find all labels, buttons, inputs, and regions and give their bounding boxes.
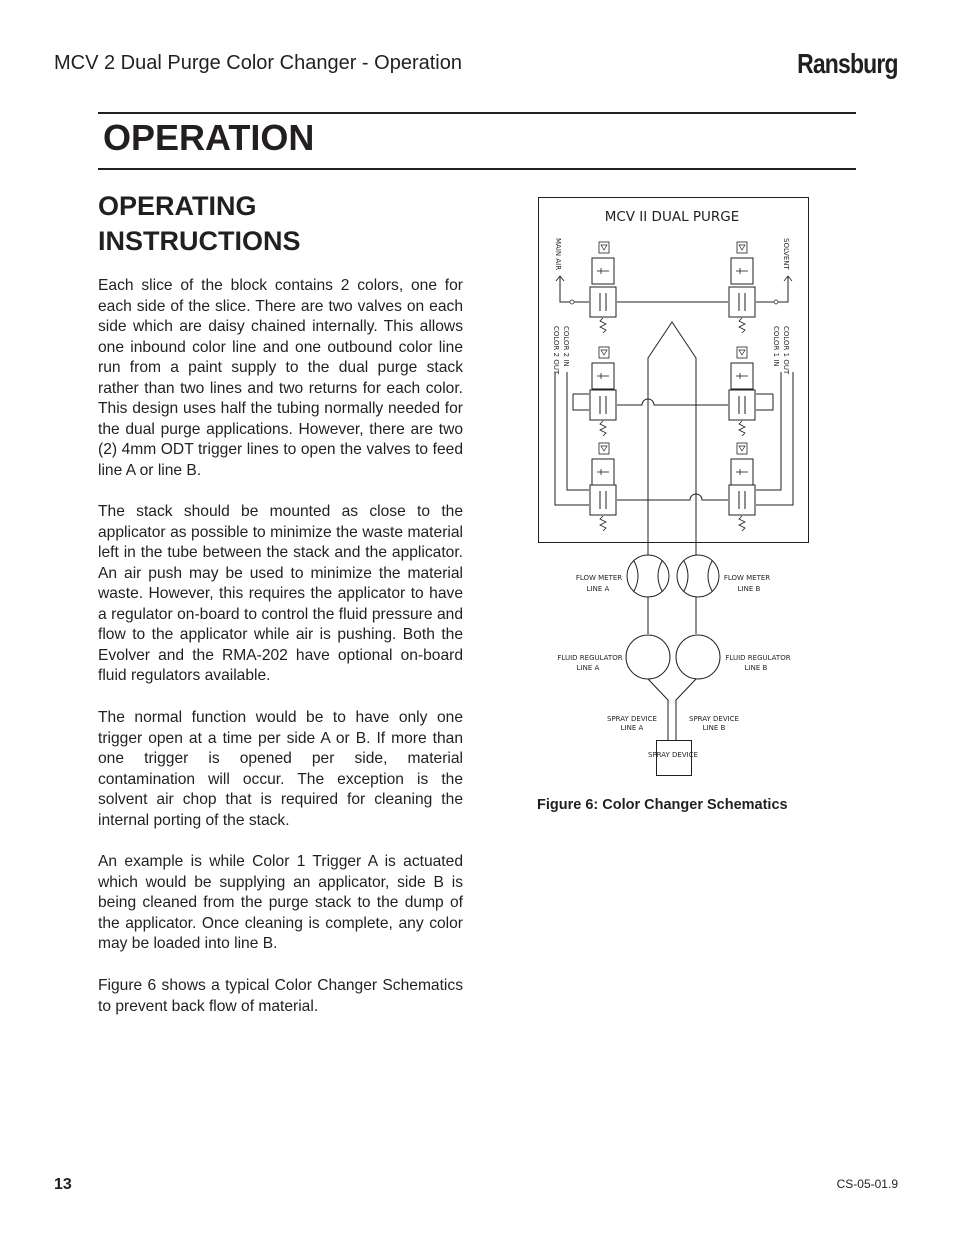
top-rule: [98, 112, 856, 114]
figure-caption: Figure 6: Color Changer Schematics: [537, 797, 788, 813]
flow-meters: [627, 555, 719, 597]
page-number: 13: [54, 1176, 72, 1193]
schematic-title: MCV II DUAL PURGE: [604, 209, 740, 225]
section-rule: [98, 168, 856, 170]
label-flow-meter-b: FLOW METER: [723, 574, 771, 582]
label-fluid-regulator-a: FLUID REGULATOR: [557, 654, 623, 662]
label-solvent: SOLVENT: [782, 238, 790, 270]
label-spray-device-b: SPRAY DEVICE: [689, 715, 739, 723]
paragraph-2: The stack should be mounted as close to the applicator as possible to minimize the waste material left in the tube between the stack and the applicator. An air push may be used to minimize the material waste. However, this requires the applicator to have a regulator on-board to control the fluid pressure and flow to the applicator while air is pushing. Both the Evolver and the RMA-202 have optional on-board fluid regulators available.: [98, 503, 463, 684]
sub-heading: [98, 189, 301, 259]
label-color2-out: COLOR 2 OUT: [552, 326, 560, 375]
label-flow-meter-a: FLOW METER: [575, 574, 623, 582]
valve-row-1: [556, 242, 792, 333]
paragraph-3: The normal function would be to have only one trigger open at a time per side A or B. If more than one trigger is opened per side, material contamination will occur. The exception is the solvent air chop that is required for cleaning the internal porting of the stack.: [98, 709, 463, 829]
label-fluid-regulator-b: FLUID REGULATOR: [725, 654, 791, 662]
label-color1-out: COLOR 1 OUT: [782, 326, 790, 375]
paragraph-5: Figure 6 shows a typical Color Changer Schematics to prevent back flow of material.: [98, 977, 463, 1015]
document-code: CS-05-01.9: [836, 1177, 898, 1191]
brand-logo: Ransburg: [797, 48, 898, 79]
label-color2-in: COLOR 2 IN: [562, 326, 570, 367]
valve-row-3: [590, 443, 755, 531]
label-flow-meter-b-line: LINE B: [737, 585, 761, 593]
label-main-air: MAIN AIR: [554, 238, 562, 271]
paragraph-4: An example is while Color 1 Trigger A is actuated which would be supplying an applicator, side B is being cleaned from the purge stack to the dump of the applicator. Once cleaning is complete, any color may be loaded into line B.: [98, 853, 463, 952]
label-spray-device-b-line: LINE B: [702, 724, 726, 732]
label-spray-device-a: SPRAY DEVICE: [607, 715, 657, 723]
valve-row-2: [590, 347, 755, 436]
label-flow-meter-a-line: LINE A: [586, 585, 610, 593]
label-spray-device-a-line: LINE A: [620, 724, 644, 732]
paragraph-1: Each slice of the block contains 2 colors, one for each side of the slice. There are two valves on each side which are daisy chained internally. This allows one inbound color line and one outbound color line run from a paint supply to the dual purge stack rather than two lines and two returns for each color. This design uses half the tubing normally needed for the dual purge applications. However, there are two (2) 4mm ODT trigger lines to open the valves to feed line A or line B.: [98, 277, 463, 479]
label-fluid-regulator-a-line: LINE A: [576, 664, 600, 672]
label-spray-device: SPRAY DEVICE: [648, 751, 698, 759]
sub-heading-line-2: INSTRUCTIONS: [98, 226, 301, 256]
color-changer-schematic: [536, 195, 812, 785]
section-title: OPERATION: [103, 117, 315, 158]
label-fluid-regulator-b-line: LINE B: [744, 664, 768, 672]
fluid-regulators: [626, 635, 720, 679]
page-header-title: MCV 2 Dual Purge Color Changer - Operation: [54, 52, 462, 74]
sub-heading-line-1: OPERATING: [98, 191, 257, 221]
stack-outline: [539, 198, 809, 543]
label-color1-in: COLOR 1 IN: [772, 326, 780, 367]
